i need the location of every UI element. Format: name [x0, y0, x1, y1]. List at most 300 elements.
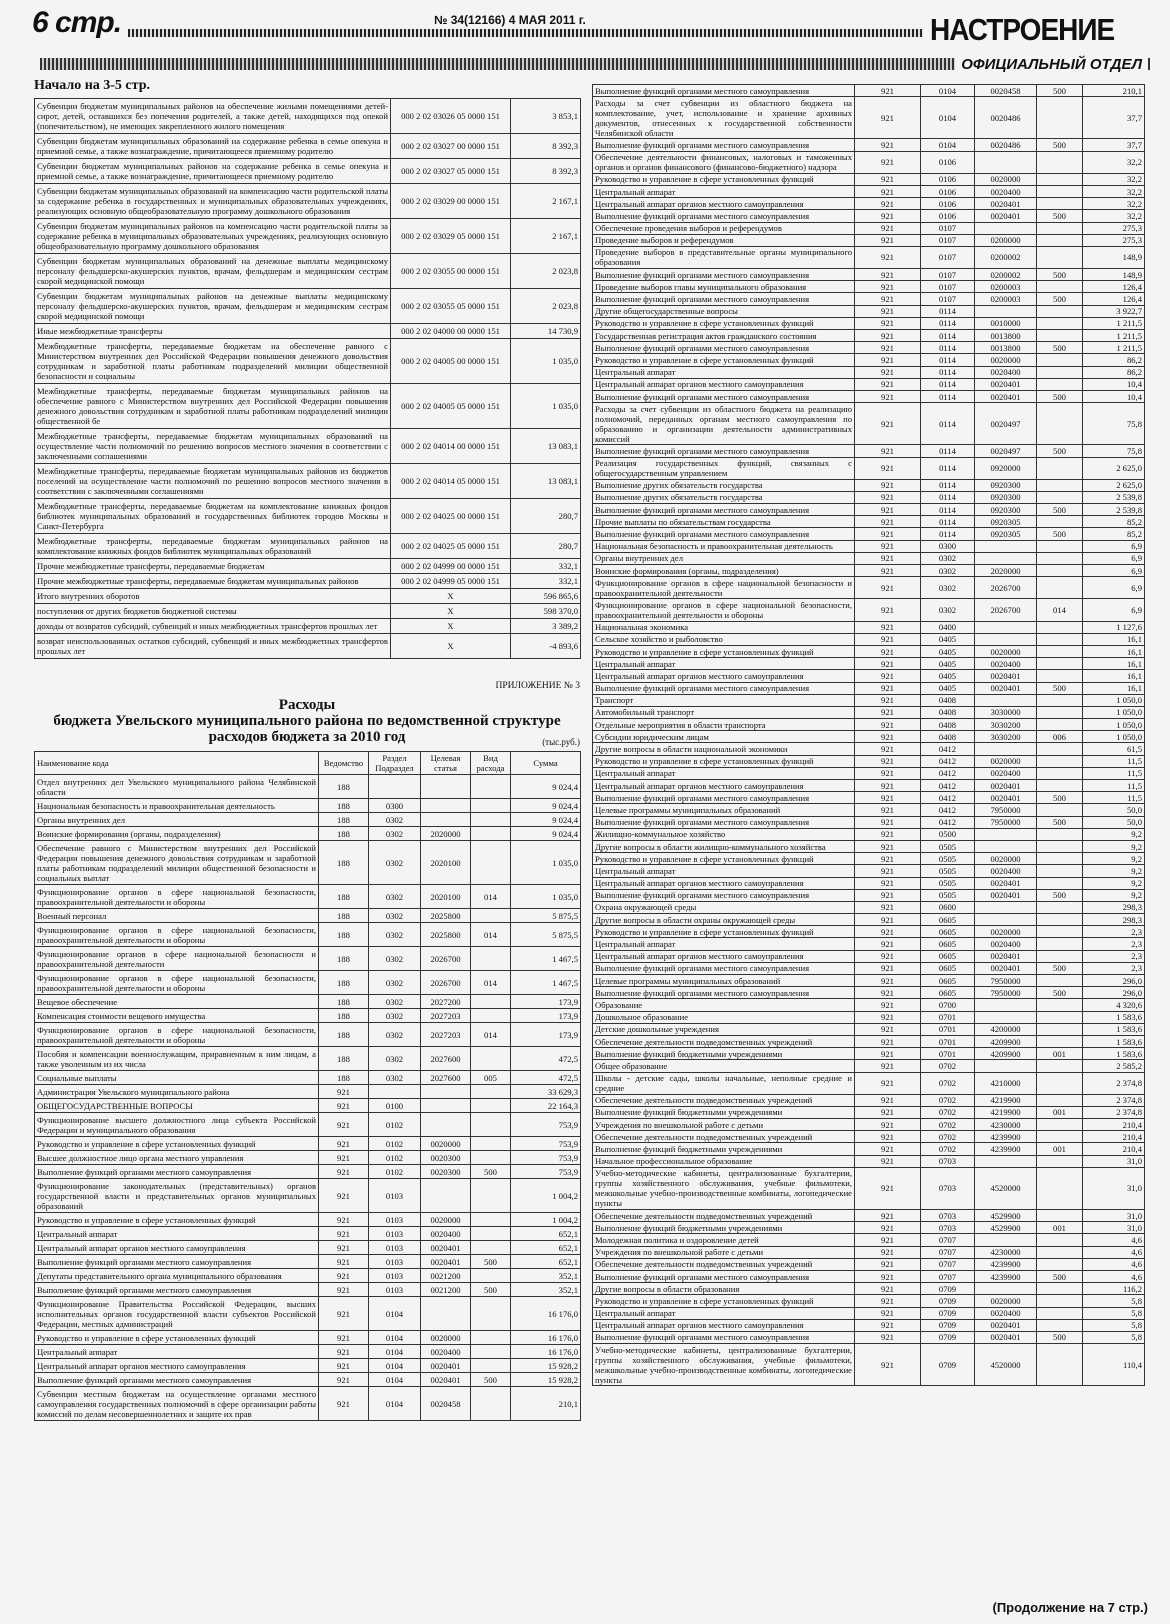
exp-article: 0020401	[421, 1373, 471, 1387]
exp-name: Выполнение функций органами местного самоуправления	[35, 1255, 319, 1269]
exp-amount: 1 467,5	[511, 971, 581, 995]
exp-type	[471, 1085, 511, 1099]
income-code: 000 2 02 03029 05 0000 151	[391, 219, 511, 254]
exp-section: 0302	[369, 947, 421, 971]
exp-section: 0302	[921, 565, 975, 577]
exp-amount: 37,7	[1083, 139, 1145, 151]
exp-dept: 921	[319, 1297, 369, 1331]
exp-section: 0104	[921, 85, 975, 97]
table-row	[593, 682, 1145, 694]
exp-name: Центральный аппарат	[35, 1227, 319, 1241]
exp-dept: 921	[855, 719, 921, 731]
exp-article: 7950000	[975, 987, 1037, 999]
exp-dept: 921	[319, 1165, 369, 1179]
expenses-table-left	[34, 751, 581, 1421]
exp-section: 0114	[921, 305, 975, 317]
exp-name: Центральный аппарат	[593, 865, 855, 877]
exp-section: 0114	[921, 479, 975, 491]
exp-amount: 5,8	[1083, 1307, 1145, 1319]
exp-name: Социальные выплаты	[35, 1071, 319, 1085]
income-amount: 280,7	[511, 534, 581, 559]
exp-type	[1037, 305, 1083, 317]
exp-dept: 921	[319, 1085, 369, 1099]
exp-dept: 921	[855, 269, 921, 281]
table-row	[35, 464, 581, 499]
income-amount: 280,7	[511, 499, 581, 534]
exp-article: 0010000	[975, 317, 1037, 329]
exp-dept: 921	[855, 577, 921, 599]
table-row	[593, 889, 1145, 901]
exp-section: 0701	[921, 1035, 975, 1047]
exp-dept: 921	[855, 173, 921, 185]
exp-section: 0114	[921, 330, 975, 342]
exp-name: Сельское хозяйство и рыболовство	[593, 633, 855, 645]
exp-section: 0412	[921, 816, 975, 828]
table-row	[593, 999, 1145, 1011]
exp-name: Руководство и управление в сфере установленных функций	[593, 317, 855, 329]
exp-type: 500	[1037, 85, 1083, 97]
exp-amount: 148,9	[1083, 246, 1145, 268]
exp-article: 0200003	[975, 293, 1037, 305]
table-row	[593, 633, 1145, 645]
exp-dept: 921	[319, 1179, 369, 1213]
exp-article: 0020400	[421, 1345, 471, 1359]
exp-article: 3030200	[975, 719, 1037, 731]
exp-section: 0106	[921, 173, 975, 185]
exp-dept: 921	[855, 403, 921, 445]
start-note: Начало на 3-5 стр.	[34, 78, 150, 93]
left-column	[34, 76, 580, 1421]
exp-article	[975, 828, 1037, 840]
table-row	[35, 1269, 581, 1283]
exp-section: 0412	[921, 767, 975, 779]
exp-name: Субсидии юридическим лицам	[593, 731, 855, 743]
exp-name: Дошкольное образование	[593, 1011, 855, 1023]
exp-type	[1037, 479, 1083, 491]
exp-dept: 921	[319, 1269, 369, 1283]
table-row	[593, 755, 1145, 767]
exp-name: Обеспечение деятельности подведомственных учреждений	[593, 1258, 855, 1270]
exp-amount: 110,4	[1083, 1344, 1145, 1386]
income-code: 000 2 02 03055 05 0000 151	[391, 289, 511, 324]
income-amount: 598 370,0	[511, 604, 581, 619]
exp-name: Расходы за счет субвенции из областного бюджета на комплектование, учет, использование и хранение архивных документов, отнесенных к государственной собственности Челябинской области	[593, 97, 855, 139]
exp-type: 001	[1037, 1143, 1083, 1155]
exp-section: 0408	[921, 706, 975, 718]
table-row	[593, 445, 1145, 457]
income-code: 000 2 02 03029 00 0000 151	[391, 184, 511, 219]
exp-type	[1037, 975, 1083, 987]
exp-type	[471, 841, 511, 885]
table-row	[593, 731, 1145, 743]
exp-amount: 275,3	[1083, 222, 1145, 234]
table-row	[35, 574, 581, 589]
exp-name: Выполнение функций органами местного самоуправления	[593, 682, 855, 694]
exp-name: Функционирование органов в сфере национальной безопасности, правоохранительной деятельности и обороны	[593, 599, 855, 621]
exp-article	[975, 1060, 1037, 1072]
table-row	[593, 378, 1145, 390]
exp-dept: 921	[855, 457, 921, 479]
table-row	[593, 792, 1145, 804]
exp-dept: 921	[855, 962, 921, 974]
exp-amount: 5,8	[1083, 1319, 1145, 1331]
exp-type	[1037, 755, 1083, 767]
table-row	[593, 293, 1145, 305]
exp-dept: 921	[855, 246, 921, 268]
exp-section: 0102	[369, 1151, 421, 1165]
exp-name: Выполнение функций органами местного самоуправления	[35, 1373, 319, 1387]
exp-dept: 921	[855, 317, 921, 329]
exp-dept: 921	[319, 1331, 369, 1345]
subsection-title: ОФИЦИАЛЬНЫЙ ОТДЕЛ	[955, 56, 1148, 73]
exp-dept: 921	[319, 1255, 369, 1269]
exp-article: 0020400	[975, 865, 1037, 877]
exp-amount: 4,6	[1083, 1258, 1145, 1270]
exp-name: Транспорт	[593, 694, 855, 706]
exp-amount: 472,5	[511, 1071, 581, 1085]
table-row	[35, 1099, 581, 1113]
exp-dept: 921	[855, 445, 921, 457]
income-name: Иные межбюджетные трансферты	[35, 324, 391, 339]
exp-article: 0020401	[975, 1331, 1037, 1343]
income-code: 000 2 02 04999 00 0000 151	[391, 559, 511, 574]
exp-name: Выполнение функций органами местного самоуправления	[593, 792, 855, 804]
exp-type: 500	[1037, 792, 1083, 804]
exp-type	[471, 813, 511, 827]
exp-name: Пособия и компенсации военнослужащим, приравненным к ним лицам, а также уволенным из их числа	[35, 1047, 319, 1071]
exp-type	[1037, 222, 1083, 234]
table-row	[35, 159, 581, 184]
exp-amount: 652,1	[511, 1255, 581, 1269]
exp-type: 014	[471, 971, 511, 995]
exp-section: 0709	[921, 1319, 975, 1331]
exp-dept: 921	[855, 1106, 921, 1118]
table-row	[35, 909, 581, 923]
exp-dept: 188	[319, 813, 369, 827]
exp-dept: 921	[855, 504, 921, 516]
table-row	[593, 743, 1145, 755]
exp-dept: 921	[319, 1151, 369, 1165]
exp-type: 500	[1037, 342, 1083, 354]
exp-amount: 352,1	[511, 1269, 581, 1283]
exp-type	[1037, 234, 1083, 246]
exp-section: 0703	[921, 1155, 975, 1167]
income-amount: 1 035,0	[511, 339, 581, 384]
exp-section: 0709	[921, 1331, 975, 1343]
exp-type	[1037, 645, 1083, 657]
table-row	[593, 706, 1145, 718]
exp-type: 014	[471, 1023, 511, 1047]
table-row	[35, 339, 581, 384]
income-code: 000 2 02 03027 05 0000 151	[391, 159, 511, 184]
exp-type: 500	[1037, 390, 1083, 402]
exp-dept: 921	[319, 1213, 369, 1227]
exp-article: 0020401	[975, 780, 1037, 792]
exp-type	[1037, 694, 1083, 706]
exp-article: 4209900	[975, 1035, 1037, 1047]
table-row	[593, 390, 1145, 402]
exp-section: 0103	[369, 1241, 421, 1255]
exp-article: 0020401	[975, 670, 1037, 682]
exp-type	[1037, 354, 1083, 366]
exp-article: 0020400	[975, 767, 1037, 779]
table-row	[35, 534, 581, 559]
exp-name: Другие вопросы в области образования	[593, 1283, 855, 1295]
exp-article: 4210000	[975, 1072, 1037, 1094]
exp-name: Воинские формирования (органы, подразделения)	[35, 827, 319, 841]
income-name: Субвенции бюджетам муниципальных районов на компенсацию части родительской платы за содержание ребенка в муниципальных образовательных учреждениях, реализующих основную общеобразовательную программу дошкольного образования	[35, 219, 391, 254]
exp-amount: 210,1	[511, 1387, 581, 1421]
exp-type	[1037, 658, 1083, 670]
exp-type	[471, 1241, 511, 1255]
income-code: X	[391, 634, 511, 659]
exp-type: 500	[1037, 1331, 1083, 1343]
table-row	[35, 1373, 581, 1387]
exp-section: 0505	[921, 865, 975, 877]
table-row	[593, 975, 1145, 987]
exp-amount: 9,2	[1083, 853, 1145, 865]
exp-name: Расходы за счет субвенции из областного бюджета на реализацию полномочий, переданных органам местного самоуправления по образованию и организации деятельности административных комиссий	[593, 403, 855, 445]
exp-dept: 921	[855, 1023, 921, 1035]
exp-dept: 921	[855, 1072, 921, 1094]
exp-article: 7950000	[975, 975, 1037, 987]
exp-amount: 4,6	[1083, 1246, 1145, 1258]
exp-type	[1037, 366, 1083, 378]
exp-type	[1037, 1344, 1083, 1386]
exp-name: Центральный аппарат	[593, 1307, 855, 1319]
table-row	[593, 1048, 1145, 1060]
exp-type	[1037, 633, 1083, 645]
exp-article: 0020401	[975, 962, 1037, 974]
exp-type	[1037, 317, 1083, 329]
exp-section	[369, 775, 421, 799]
exp-type	[1037, 1258, 1083, 1270]
exp-type	[1037, 151, 1083, 173]
table-row	[35, 1331, 581, 1345]
column-header: Наименование кода	[35, 752, 319, 775]
exp-name: Центральный аппарат органов местного самоуправления	[593, 670, 855, 682]
exp-section: 0701	[921, 1011, 975, 1023]
exp-amount: 50,0	[1083, 816, 1145, 828]
table-row	[593, 1210, 1145, 1222]
exp-name: Выполнение функций органами местного самоуправления	[593, 504, 855, 516]
exp-amount: 296,0	[1083, 975, 1145, 987]
table-row	[35, 99, 581, 134]
exp-article: 0013800	[975, 330, 1037, 342]
exp-section: 0302	[369, 1009, 421, 1023]
exp-amount: 1 583,6	[1083, 1048, 1145, 1060]
exp-type	[1037, 1155, 1083, 1167]
exp-type	[1037, 1283, 1083, 1295]
exp-article	[975, 633, 1037, 645]
table-row	[35, 324, 581, 339]
exp-amount: 9,2	[1083, 865, 1145, 877]
exp-dept: 921	[855, 889, 921, 901]
exp-dept: 921	[855, 1035, 921, 1047]
exp-section: 0702	[921, 1119, 975, 1131]
exp-name: Другие вопросы в области охраны окружающей среды	[593, 914, 855, 926]
exp-type	[1037, 552, 1083, 564]
table-row	[35, 429, 581, 464]
exp-amount: 16,1	[1083, 633, 1145, 645]
table-row	[35, 885, 581, 909]
exp-article: 0020400	[421, 1227, 471, 1241]
exp-type	[1037, 1011, 1083, 1023]
table-row	[35, 589, 581, 604]
table-row	[593, 457, 1145, 479]
exp-article: 0020401	[975, 792, 1037, 804]
income-code: 000 2 02 04005 00 0000 151	[391, 339, 511, 384]
exp-name: Руководство и управление в сфере установленных функций	[35, 1331, 319, 1345]
exp-type: 500	[1037, 682, 1083, 694]
income-name: Субвенции бюджетам муниципальных образований на компенсацию части родительской платы за содержание ребенка в государственных и муниципальных образовательных учреждениях, реализующих основную общеобразовательную программу дошкольного образования	[35, 184, 391, 219]
exp-section: 0701	[921, 1048, 975, 1060]
exp-type	[471, 1269, 511, 1283]
exp-amount: 1 211,5	[1083, 330, 1145, 342]
exp-amount: 6,9	[1083, 552, 1145, 564]
exp-amount: 5,8	[1083, 1331, 1145, 1343]
exp-section: 0600	[921, 901, 975, 913]
exp-name: Выполнение других обязательств государства	[593, 479, 855, 491]
table-row	[593, 269, 1145, 281]
exp-name: Выполнение функций органами местного самоуправления	[593, 1331, 855, 1343]
table-row	[593, 1035, 1145, 1047]
header-rule	[128, 29, 923, 37]
exp-type: 500	[1037, 210, 1083, 222]
table-row	[593, 577, 1145, 599]
exp-type	[1037, 1246, 1083, 1258]
exp-article: 4230000	[975, 1246, 1037, 1258]
exp-article: 2026700	[975, 599, 1037, 621]
exp-section: 0302	[921, 552, 975, 564]
table-row	[35, 1085, 581, 1099]
exp-section: 0408	[921, 694, 975, 706]
exp-dept: 188	[319, 1009, 369, 1023]
page-header	[0, 0, 1170, 80]
exp-section: 0702	[921, 1072, 975, 1094]
exp-name: Центральный аппарат органов местного самоуправления	[593, 877, 855, 889]
exp-amount: 1 211,5	[1083, 342, 1145, 354]
income-name: Субвенции бюджетам муниципальных образований на содержание ребенка в семье опекуна и приемной семье, а также вознаграждение, причитающееся приемному родителю	[35, 134, 391, 159]
exp-amount: 10,4	[1083, 378, 1145, 390]
exp-type: 500	[471, 1373, 511, 1387]
exp-article: 0020401	[421, 1241, 471, 1255]
exp-article: 4529900	[975, 1222, 1037, 1234]
exp-article: 0020000	[975, 926, 1037, 938]
exp-name: Учреждения по внешкольной работе с детьми	[593, 1119, 855, 1131]
exp-amount: 4,6	[1083, 1270, 1145, 1282]
exp-type	[471, 1047, 511, 1071]
exp-amount: 2 625,0	[1083, 457, 1145, 479]
exp-name: Вещевое обеспечение	[35, 995, 319, 1009]
income-code: 000 2 02 04025 00 0000 151	[391, 499, 511, 534]
exp-name: Выполнение функций бюджетными учреждениями	[593, 1048, 855, 1060]
table-row	[35, 289, 581, 324]
income-amount: 13 083,1	[511, 429, 581, 464]
exp-type	[1037, 743, 1083, 755]
exp-article	[975, 1283, 1037, 1295]
exp-dept: 921	[855, 354, 921, 366]
exp-type	[1037, 97, 1083, 139]
table-row	[593, 816, 1145, 828]
exp-section: 0104	[369, 1297, 421, 1331]
exp-section: 0102	[369, 1137, 421, 1151]
exp-dept: 921	[855, 1210, 921, 1222]
exp-name: Проведение выборов главы муниципального образования	[593, 281, 855, 293]
exp-section: 0702	[921, 1131, 975, 1143]
exp-dept: 921	[855, 1094, 921, 1106]
exp-article: 4239900	[975, 1258, 1037, 1270]
exp-article: 0020400	[975, 1307, 1037, 1319]
exp-name: Национальная экономика	[593, 621, 855, 633]
exp-section: 0106	[921, 151, 975, 173]
exp-name: Военный персонал	[35, 909, 319, 923]
exp-name: Субвенции местным бюджетам на осуществление органами местного самоуправления государственных полномочий в сфере организации работы комиссий по делам несовершеннолетних и защите их прав	[35, 1387, 319, 1421]
exp-article: 4200000	[975, 1023, 1037, 1035]
exp-article: 4520000	[975, 1167, 1037, 1209]
exp-amount: 33 629,3	[511, 1085, 581, 1099]
exp-amount: 652,1	[511, 1227, 581, 1241]
exp-name: Молодежная политика и оздоровление детей	[593, 1234, 855, 1246]
table-row	[593, 1331, 1145, 1343]
table-row	[593, 853, 1145, 865]
exp-type: 014	[471, 923, 511, 947]
exp-name: Функционирование органов в сфере национальной безопасности и правоохранительной деятельности	[593, 577, 855, 599]
exp-type	[1037, 1035, 1083, 1047]
table-row	[593, 1023, 1145, 1035]
income-code: 000 2 02 04014 00 0000 151	[391, 429, 511, 464]
table-row	[593, 198, 1145, 210]
table-row	[35, 619, 581, 634]
exp-dept: 921	[855, 865, 921, 877]
exp-name: Выполнение других обязательств государства	[593, 491, 855, 503]
exp-article: 0200003	[975, 281, 1037, 293]
exp-dept: 921	[855, 491, 921, 503]
exp-amount: 16,1	[1083, 645, 1145, 657]
exp-type	[1037, 281, 1083, 293]
exp-dept: 921	[855, 210, 921, 222]
exp-dept: 921	[855, 1222, 921, 1234]
exp-section: 0104	[921, 97, 975, 139]
exp-type	[1037, 719, 1083, 731]
table-row	[593, 151, 1145, 173]
exp-name: Центральный аппарат органов местного самоуправления	[593, 198, 855, 210]
exp-dept: 921	[855, 1143, 921, 1155]
exp-article: 2020100	[421, 841, 471, 885]
exp-article: 0920000	[975, 457, 1037, 479]
exp-amount: 753,9	[511, 1113, 581, 1137]
exp-name: Функционирование органов в сфере национальной безопасности и правоохранительной деятельности	[35, 947, 319, 971]
exp-amount: 210,4	[1083, 1131, 1145, 1143]
table-row	[593, 1246, 1145, 1258]
exp-section: 0114	[921, 317, 975, 329]
exp-section: 0302	[921, 577, 975, 599]
exp-type	[1037, 1234, 1083, 1246]
income-code: 000 2 02 03055 00 0000 151	[391, 254, 511, 289]
exp-dept: 188	[319, 909, 369, 923]
table-row	[593, 479, 1145, 491]
exp-type	[471, 909, 511, 923]
table-row	[35, 1023, 581, 1047]
exp-section: 0114	[921, 457, 975, 479]
table-row	[35, 634, 581, 659]
income-name: Межбюджетные трансферты, передаваемые бюджетам муниципальных районов на обеспечение равного с Министерством внутренних дел Российской Федерации повышения денежного довольствия сотрудникам и заработной платы работникам подразделений милиции общественной бе	[35, 384, 391, 429]
exp-article: 4239900	[975, 1270, 1037, 1282]
table-row	[593, 552, 1145, 564]
exp-section: 0302	[369, 923, 421, 947]
issue-date: № 34(12166) 4 МАЯ 2011 г.	[430, 13, 590, 27]
exp-article	[421, 1297, 471, 1331]
